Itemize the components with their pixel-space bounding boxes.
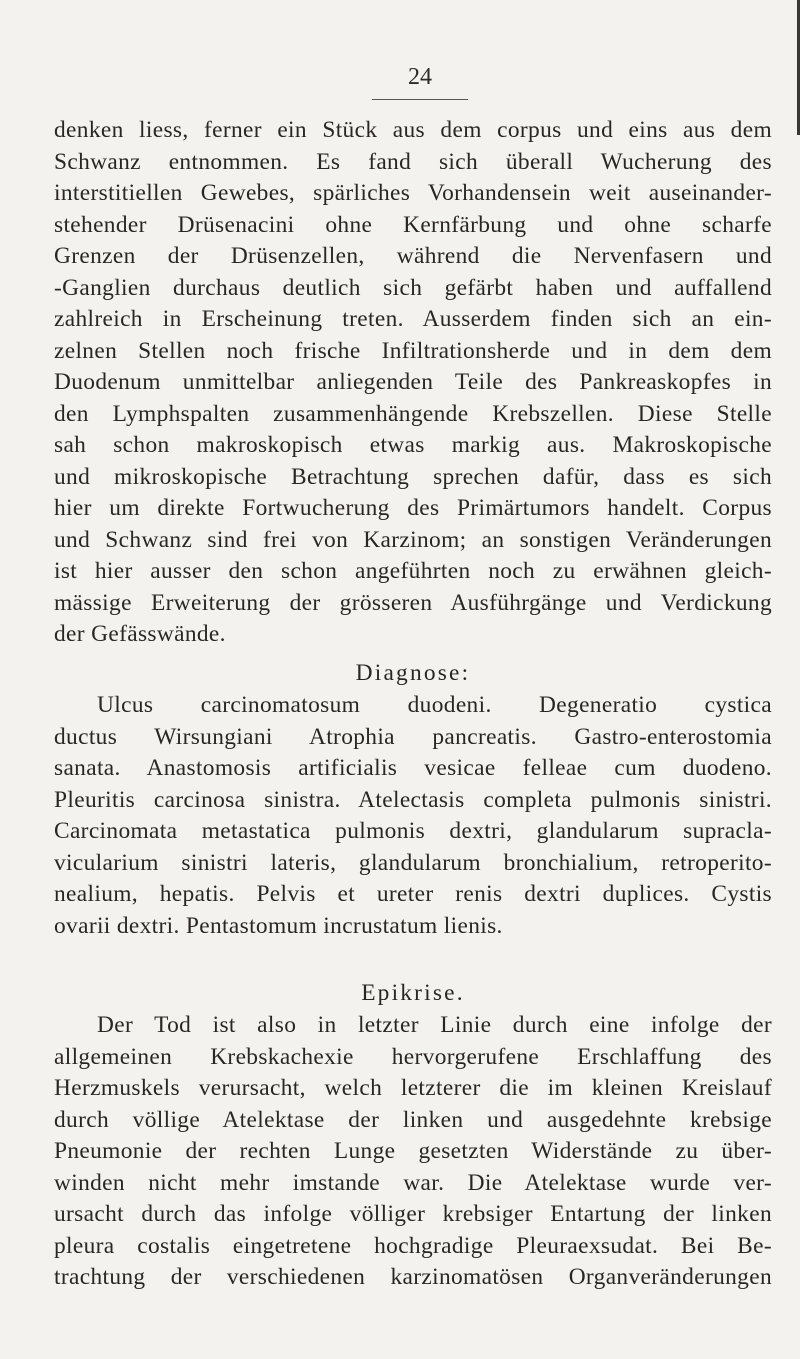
text-line: trachtung der verschiedenen karzinomatösen Organveränderungen [54,1264,772,1290]
text-line: Pneumonie der rechten Lunge gesetzten Widerstände zu über- [54,1138,772,1164]
text-line: stehender Drüsenacini ohne Kernfärbung und ohne scharfe [54,211,772,238]
text-line: Der Tod ist also in letzter Linie durch eine infolge der [97,1012,772,1038]
text-line: mässige Erweiterung der grösseren Ausführgänge und Verdickung [54,589,772,616]
page-number-rule [372,99,468,100]
text-line: der Gefässwände. [54,621,226,647]
text-line: und mikroskopische Betrachtung sprechen dafür, dass es sich [54,463,772,490]
text-line: Grenzen der Drüsenzellen, während die Nervenfasern und [54,243,772,269]
text-line: Carcinomata metastatica pulmonis dextri, glandularum supracla- [54,818,772,844]
diagnose-section [54,656,772,942]
text-line: Ulcus carcinomatosum duodeni. Degeneratio cystica [97,692,772,718]
text-line: sah schon makroskopisch etwas markig aus. Makroskopische [54,432,772,458]
text-line: Pleuritis carcinosa sinistra. Atelectasis completa pulmonis sinistri. [54,786,772,813]
diagnose-heading: Diagnose: [355,660,471,686]
text-line: allgemeinen Krebskachexie hervorgerufene Erschlaffung des [54,1043,772,1070]
text-line: und Schwanz sind frei von Karzinom; an sonstigen Veränderungen [54,526,772,553]
text-line: pleura costalis eingetretene hochgradige Pleuraexsudat. Bei Be- [54,1232,772,1259]
text-line: -Ganglien durchaus deutlich sich gefärbt haben und auffallend [54,274,772,301]
epikrise-heading: Epikrise. [361,980,465,1006]
text-line: vicularium sinistri lateris, glandularum bronchialium, retroperito- [54,849,772,876]
text-line: nealium, hepatis. Pelvis et ureter renis dextri duplices. Cystis [54,881,772,907]
text-line: zelnen Stellen noch frische Infiltrationsherde und in dem dem [54,337,772,364]
intro-paragraph [54,115,772,651]
text-line: interstitiellen Gewebes, spärliches Vorhandensein weit auseinander- [54,180,772,206]
text-line: durch völlige Atelektase der linken und ausgedehnte krebsige [54,1106,772,1133]
text-line: sanata. Anastomosis artificialis vesicae felleae cum duodeno. [54,755,772,781]
text-line: den Lymphspalten zusammenhängende Krebszellen. Diese Stelle [54,400,772,427]
text-line: Schwanz entnommen. Es fand sich überall Wucherung des [54,148,772,175]
page-number: 24 [408,64,432,90]
text-line: ist hier ausser den schon angeführten noch zu erwähnen gleich- [54,558,772,584]
text-line: ductus Wirsungiani Atrophia pancreatis. Gastro-enterostomia [54,723,772,750]
text-line: ursacht durch das infolge völliger krebsiger Entartung der linken [54,1201,772,1227]
text-line: winden nicht mehr imstande war. Die Atelektase wurde ver- [54,1169,772,1196]
text-line: Herzmuskels verursacht, welch letzterer die im kleinen Kreislauf [54,1075,772,1101]
epikrise-section [54,976,772,1294]
text-line: denken liess, ferner ein Stück aus dem corpus und eins aus dem [54,117,772,143]
text-line: zahlreich in Erscheinung treten. Ausserdem finden sich an ein- [54,306,772,332]
text-line: Duodenum unmittelbar anliegenden Teile des Pankreaskopfes in [54,369,772,395]
text-line: ovarii dextri. Pentastomum incrustatum lienis. [54,912,503,939]
text-line: hier um direkte Fortwucherung des Primärtumors handelt. Corpus [54,495,772,521]
